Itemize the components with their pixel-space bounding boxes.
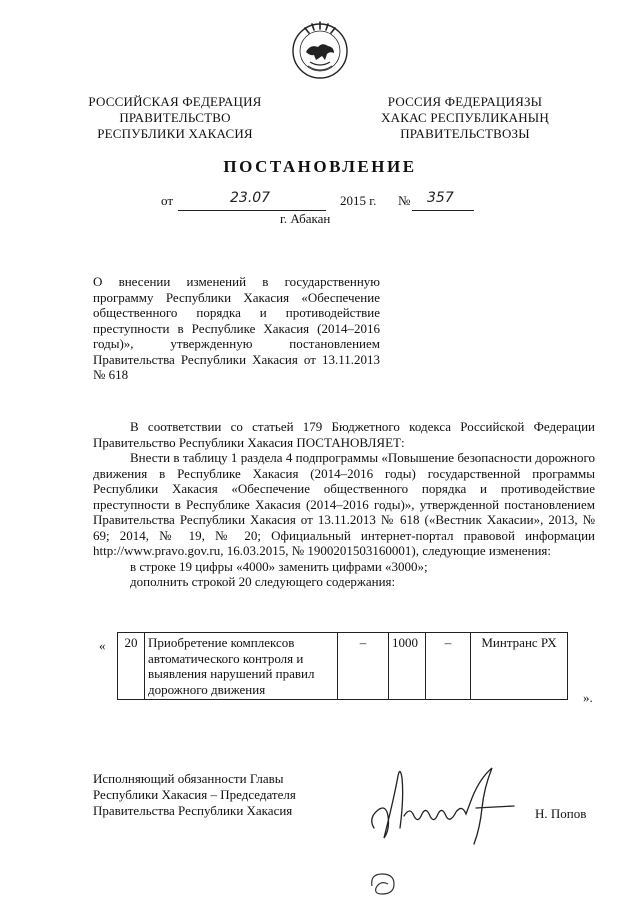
body-text: [93, 419, 595, 590]
header-right-line: РОССИЯ ФЕДЕРАЦИЯЗЫ: [387, 94, 543, 109]
subject-text: О внесении изменений в государственную программу Республики Хакасия «Обеспечение общественного порядка и противодействие преступности в Республике Хакасия (2014–2016 годы)», утвержденную постановлением Правительства Республики Хакасия от 13.11.2013 № 618: [93, 274, 380, 382]
header-left: [70, 94, 280, 142]
header-left-line: РЕСПУБЛИКИ ХАКАСИЯ: [97, 126, 253, 141]
table-open-quote: «: [99, 638, 106, 653]
date-year: 2015 г.: [340, 193, 377, 208]
coat-of-arms-emblem: [288, 18, 352, 82]
date-prefix: от: [161, 193, 174, 208]
number-sign: №: [398, 193, 411, 208]
header-left-line: РОССИЙСКАЯ ФЕДЕРАЦИЯ: [88, 94, 262, 109]
header-right: [360, 94, 570, 142]
subject-block: [93, 274, 380, 383]
paragraph-2: Внести в таблицу 1 раздела 4 подпрограммы «Повышение безопасности дорожного движения в Республике Хакасия (2014–2016 годы) государственной программы Республики Хакасия «Обеспечение общественного порядка и противодействие преступности в Республике Хакасия (2014–2016 годы)», утвержденной постановлением Правительства Республики Хакасия от 13.11.2013 № 618 («Вестник Хакасии», 2013, № 69; 2014, № 19, № 20; Официальный интернет-портал правовой информации http://www.pravo.gov.ru, 16.03.2015, № 1900201503160001), следующие изменения:: [93, 450, 595, 558]
amendment-table: [117, 632, 568, 700]
signatory-name: Н. Попов: [535, 806, 587, 821]
signature-position: [93, 771, 296, 819]
header-left-line: ПРАВИТЕЛЬСТВО: [119, 110, 231, 125]
row-executor-cell: Минтранс РХ: [471, 633, 568, 700]
paragraph-3: в строке 19 цифры «4000» заменить цифрами «3000»;: [130, 558, 428, 574]
table-row: [118, 633, 568, 700]
table-close-quote: ».: [583, 690, 593, 705]
document-title: ПОСТАНОВЛЕНИЕ: [223, 157, 417, 176]
position-line: Республики Хакасия – Председателя: [93, 787, 296, 802]
row-col3-cell: –: [338, 633, 389, 700]
handwritten-mark: [364, 866, 404, 900]
paragraph-4: дополнить строкой 20 следующего содержания:: [130, 574, 396, 589]
handwritten-date: 23.07: [230, 190, 271, 206]
position-line: Исполняющий обязанности Главы: [93, 771, 284, 786]
position-line: Правительства Республики Хакасия: [93, 803, 293, 818]
city: г. Абакан: [280, 211, 331, 226]
header-right-line: ПРАВИТЕЛЬСТВОЗЫ: [400, 126, 530, 141]
header-right-line: ХАКАС РЕСПУБЛИКАНЫҢ: [381, 110, 549, 125]
handwritten-number: 357: [427, 190, 454, 206]
paragraph-1: В соответствии со статьей 179 Бюджетного кодекса Российской Федерации Правительство Республики Хакасия ПОСТАНОВЛЯЕТ:: [93, 419, 595, 450]
handwritten-signature: [364, 758, 534, 848]
row-number-cell: 20: [118, 633, 145, 700]
row-col5-cell: –: [426, 633, 471, 700]
row-name-cell: Приобретение комплексов автоматического контроля и выявления нарушений правил дорожного движения: [145, 633, 338, 700]
row-col4-cell: 1000: [389, 633, 426, 700]
